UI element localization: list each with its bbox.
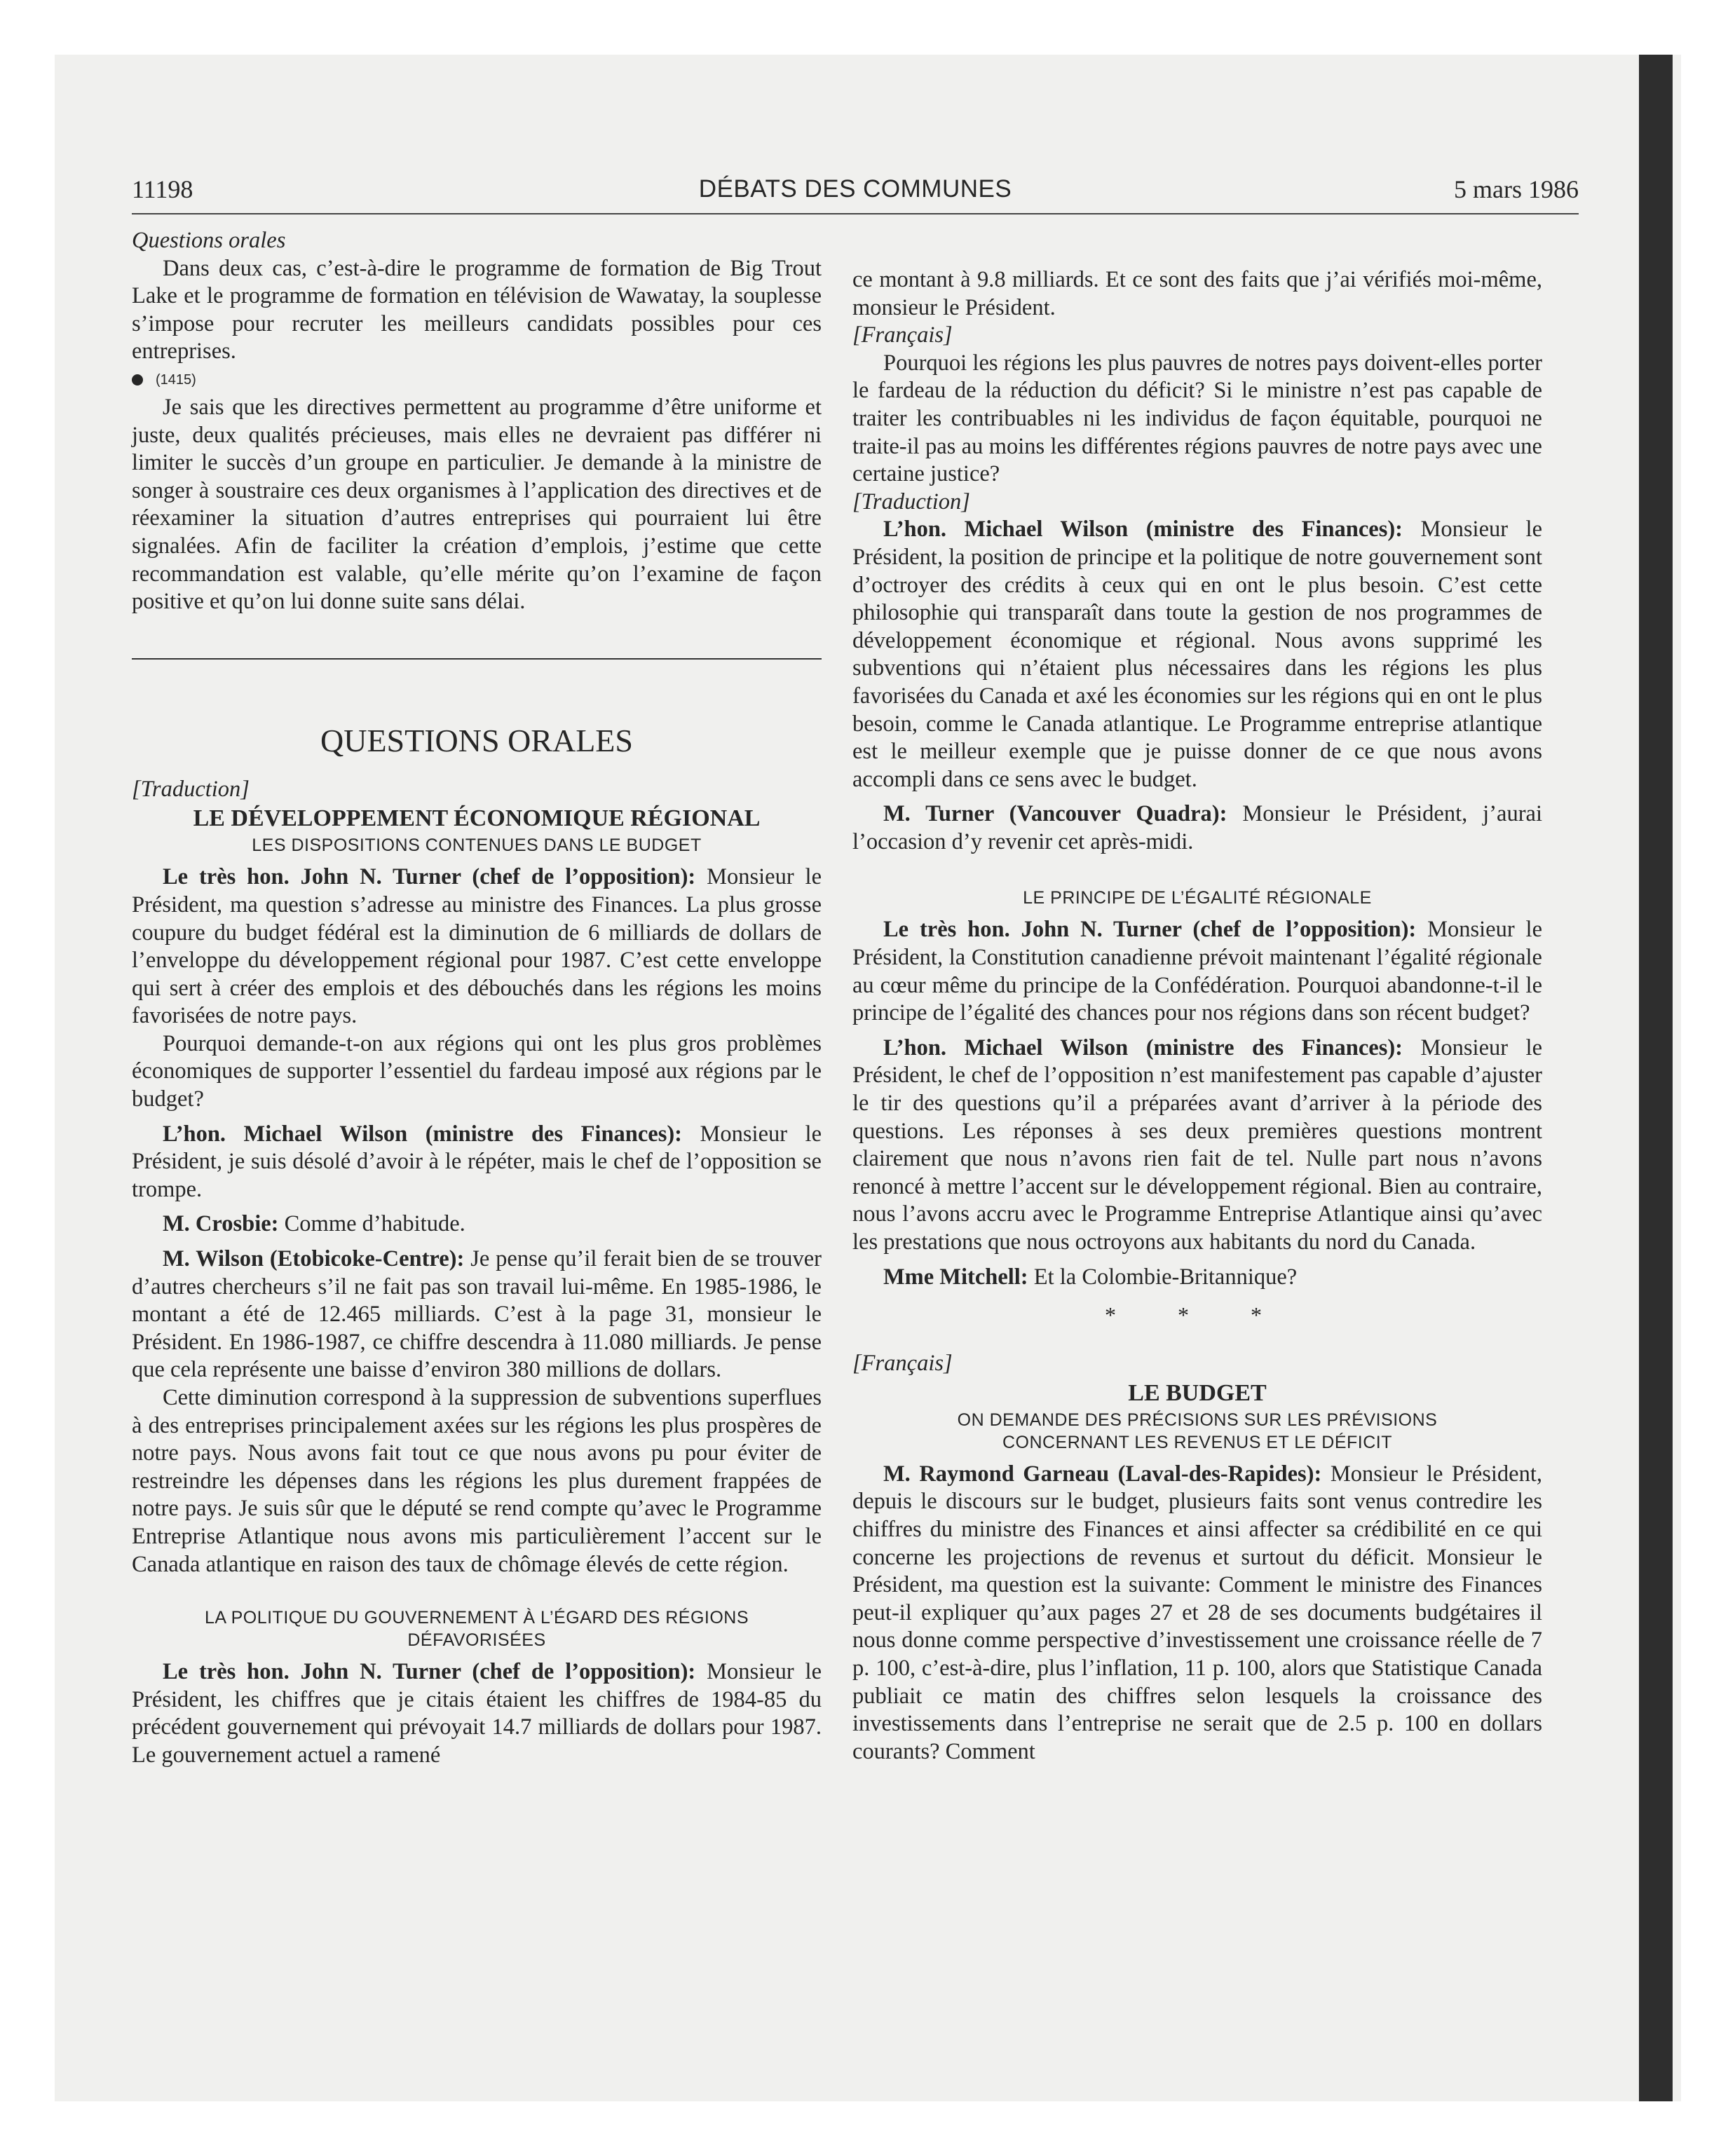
paragraph: Pourquoi demande-t-on aux régions qui ont les plus gros problèmes économiques de supporter l’essentiel du fardeau imposé aux régions par le budget? (132, 1030, 822, 1112)
speech-text: Monsieur le Président, je suis désolé d’avoir à le répéter, mais le chef de l’opposition se trompe. (132, 1121, 822, 1202)
page-header (132, 172, 1579, 214)
speaker-name: L’hon. Michael Wilson (ministre des Finances): (883, 517, 1403, 543)
left-column (132, 227, 822, 1770)
speech-text: Monsieur le Président, la position de principe et la politique de notre gouvernement sont d’octroyer des crédits à ceux qui en ont le plus besoin. C’est cette philosophie qui transparaît dans toute la gestion de nos programmes de développement économique et régional. Nous avons supprimé les subventions qui n’étaient plus nécessaires dans les régions les plus favorisées du Canada et axé les économies sur les régions qui en ont le plus besoin, comme le Canada atlantique. Le Programme entreprise atlantique est le meilleur exemple que je puisse donner de ce que nous avons accompli dans ce sens avec le budget. (852, 517, 1542, 792)
subheading-line: DÉFAVORISÉES (407, 1630, 546, 1651)
speech-text: Comme d’habitude. (278, 1211, 465, 1237)
speech-text: Monsieur le Président, la Constitution canadienne prévoit maintenant l’égalité régionale au cœur même du principe de la Confédération. Pourquoi abandonne-t-il le principe de l’égalité des chances pour nos régions dans son récent budget? (852, 917, 1542, 1026)
time-marker (132, 366, 822, 394)
speech (852, 516, 1542, 793)
topic-heading: LE DÉVELOPPEMENT ÉCONOMIQUE RÉGIONAL (193, 805, 761, 832)
running-head: Questions orales (132, 228, 286, 253)
speech (132, 1210, 822, 1239)
speech (132, 1121, 822, 1204)
topic-subheading: LES DISPOSITIONS CONTENUES DANS LE BUDGET (252, 835, 702, 856)
speaker-name: L’hon. Michael Wilson (ministre des Finances): (883, 1035, 1403, 1060)
section-title: QUESTIONS ORALES (320, 722, 633, 758)
speaker-name: M. Raymond Garneau (Laval-des-Rapides): (883, 1461, 1322, 1487)
section-divider (132, 658, 822, 660)
subheading-line: ON DEMANDE DES PRÉCISIONS SUR LES PRÉVISIONS (957, 1410, 1438, 1430)
paragraph: Dans deux cas, c’est-à-dire le programme de formation de Big Trout Lake et le programme de formation en télévision de Wawatay, la souplesse s’impose pour recruter les meilleurs candidats possibles pour ces entreprises. (132, 255, 822, 364)
speech-text: Monsieur le Président, les chiffres que je citais étaient les chiffres de 1984-85 du précédent gouvernement qui prévoyait 14.7 milliards de dollars pour 1987. Le gouvernement actuel a ramené (132, 1659, 822, 1768)
speech (852, 916, 1542, 1027)
topic-subheading: LE PRINCIPE DE L’ÉGALITÉ RÉGIONALE (1023, 888, 1372, 908)
language-note: [Traduction] (852, 489, 970, 514)
page-number: 11198 (132, 175, 193, 203)
speech (132, 1658, 822, 1769)
language-note: [Français] (852, 322, 953, 348)
paragraph: Pourquoi les régions les plus pauvres de notres pays doivent-elles porter le fardeau de la réduction du déficit? Si le ministre n’est pas capable de traiter les contribuables ni les individus de façon équitable, pourquoi ne traite-il pas au moins les différentes régions pauvres de notre pays avec une certaine justice? (852, 350, 1542, 487)
paragraph: ce montant à 9.8 milliards. Et ce sont des faits que j’ai vérifiés moi-même, monsieur le Président. (852, 267, 1542, 320)
speech (852, 1461, 1542, 1766)
topic-subheading (852, 1409, 1542, 1454)
speech (852, 1035, 1542, 1257)
section-separator: * * * (1105, 1302, 1290, 1328)
publication-title: DÉBATS DES COMMUNES (698, 175, 1012, 203)
speaker-name: M. Wilson (Etobicoke-Centre): (163, 1246, 465, 1272)
speech-text: Monsieur le Président, j’aurai l’occasion d’y revenir cet après-midi. (852, 801, 1542, 854)
speaker-name: Le très hon. John N. Turner (chef de l’opposition): (163, 1659, 696, 1685)
subheading-line: CONCERNANT LES REVENUS ET LE DÉFICIT (1002, 1432, 1393, 1452)
right-column (852, 266, 1542, 1766)
subheading-line: LA POLITIQUE DU GOUVERNEMENT À L’ÉGARD DES RÉGIONS (204, 1608, 749, 1628)
speaker-name: Le très hon. John N. Turner (chef de l’opposition): (883, 917, 1417, 943)
paragraph: Cette diminution correspond à la suppression de subventions superflues à des entreprises principalement axées sur les régions les plus prospères de notre pays. Nous avons fait tout ce que nous avons pu pour éviter de restreindre les dépenses dans les régions les plus durement frappées de notre pays. Je suis sûr que le député se rend compte qu’avec le Programme Entreprise Atlantique nous avons mis particulièrement l’accent sur le Canada atlantique en raison des taux de chômage élevés de cette région. (132, 1385, 822, 1577)
speaker-name: M. Crosbie: (163, 1211, 279, 1237)
issue-date: 5 mars 1986 (1454, 175, 1579, 203)
speech (132, 1246, 822, 1384)
speaker-name: L’hon. Michael Wilson (ministre des Finances): (163, 1121, 683, 1147)
speaker-name: Mme Mitchell: (883, 1264, 1028, 1290)
speech-text: Je pense qu’il ferait bien de se trouver d’autres chercheurs s’il ne fait pas son travail lui-même. En 1985-1986, le montant a été de 12.465 milliards. C’est à la page 31, monsieur le Président. En 1986-1987, ce chiffre descendra à 11.080 milliards. Je pense que cela représente une baisse d’environ 380 millions de dollars. (132, 1246, 822, 1383)
speaker-name: M. Turner (Vancouver Quadra): (883, 801, 1227, 827)
speech (852, 1264, 1542, 1292)
language-note: [Français] (852, 1351, 953, 1377)
paragraph: Je sais que les directives permettent au programme d’être uniforme et juste, deux qualités précieuses, mais elles ne devraient pas différer ni limiter le succès d’un groupe en particulier. Je demande à la ministre de songer à soustraire ces deux organismes à l’application des directives et de réexaminer la situation d’autres entreprises qui pourraient lui être signalées. Afin de faciliter la création d’emplois, j’estime que cette recommandation est valable, qu’elle mérite qu’on l’examine de façon positive et qu’on lui donne suite sans délai. (132, 394, 822, 615)
topic-subheading (132, 1606, 822, 1651)
language-note: [Traduction] (132, 776, 250, 802)
speech-text: Monsieur le Président, depuis le discours sur le budget, plusieurs faits sont venus contredire les chiffres du ministre des Finances et ainsi affecter sa crédibilité en ce qui concerne les projections de revenus et surtout du déficit. Monsieur le Président, ma question est la suivante: Comment le ministre des Finances peut-il expliquer qu’aux pages 27 et 28 de ses documents budgétaires il nous donne comme perspective d’investissement une croissance réelle de 7 p. 100, c’est-à-dire, plus l’inflation, 11 p. 100, alors que Statistique Canada publiait ce matin des chiffres selon lesquels la croissance des investissements dans l’entreprise ne serait que de 2.5 p. 100 en dollars courants? Comment (852, 1461, 1543, 1764)
speech (132, 864, 822, 1030)
topic-heading: LE BUDGET (1128, 1379, 1267, 1406)
speech-text: Monsieur le Président, le chef de l’opposition n’est manifestement pas capable d’ajuster le tir des questions qu’il a préparées avant d’arriver à la période des questions. Les réponses à ses deux premières questions montrent clairement que nous n’avons rien fait de tel. Nulle part nous n’avons renoncé à mettre l’accent sur le développement régional. Bien au contraire, nous l’avons accru avec le Programme Entreprise Atlantique ainsi qu’avec les prestations que nous octroyons aux habitants du nord du Canada. (852, 1035, 1542, 1255)
speaker-name: Le très hon. John N. Turner (chef de l’opposition): (163, 864, 696, 890)
time-mark-text: (1415) (156, 371, 196, 388)
speech-text: Monsieur le Président, ma question s’adresse au ministre des Finances. La plus grosse coupure du budget fédéral est la diminution de 6 milliards de dollars de l’enveloppe du développement régional pour 1987. C’est cette enveloppe qui sert à créer des emplois et des débouchés dans les régions les moins favorisées de notre pays. (132, 864, 822, 1029)
speech (852, 800, 1542, 856)
speech-text: Et la Colombie-Britannique? (1028, 1264, 1298, 1290)
bullet-icon (132, 374, 143, 386)
binding-edge (1639, 55, 1673, 2101)
